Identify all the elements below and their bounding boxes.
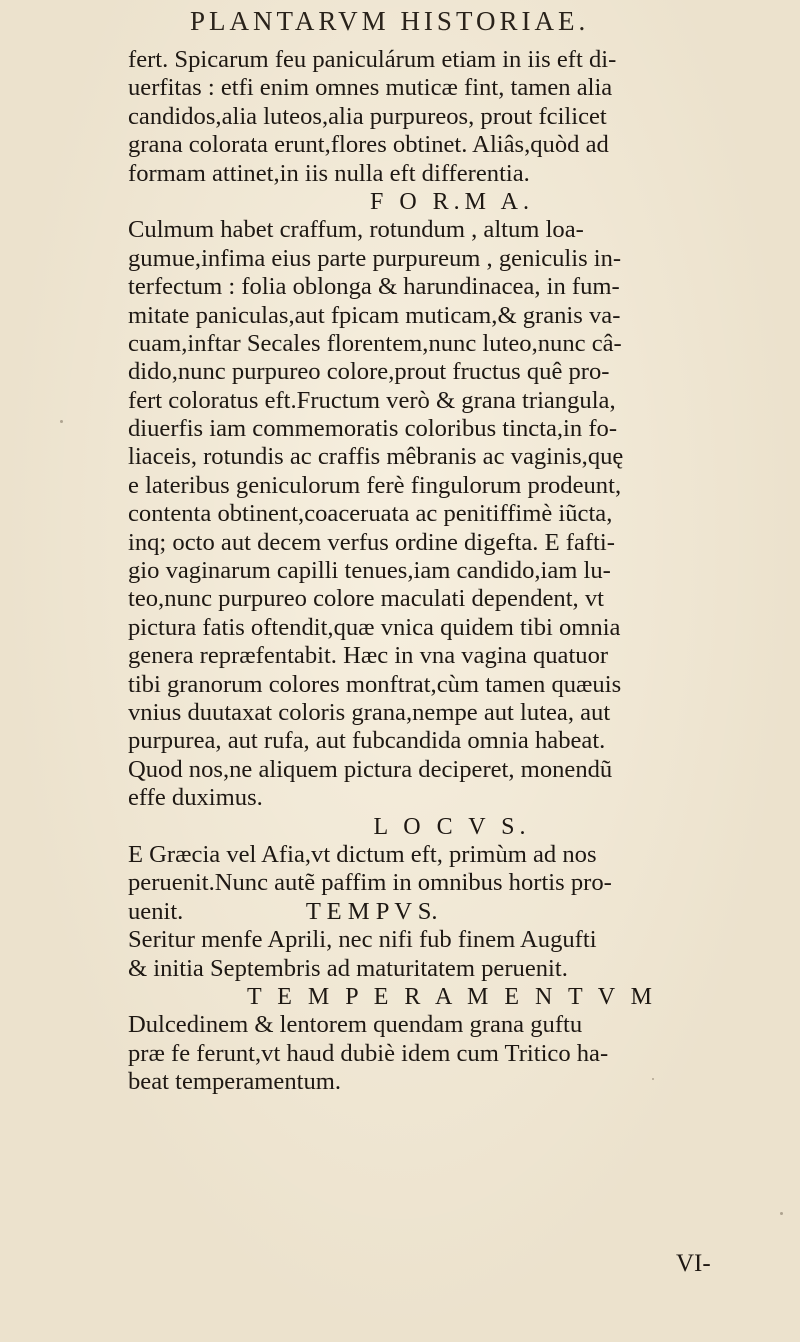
text-line: Quod nos,ne aliquem pictura deciperet, monendũ: [128, 755, 613, 783]
text-line: Seritur menfe Aprili, nec nifi fub finem Augufti: [128, 926, 597, 954]
text-line: & initia Septembris ad maturitatem peruenit.: [128, 954, 568, 982]
text-line: terfectum : folia oblonga & harundinacea, in fum-: [128, 273, 620, 301]
section-heading: T E M P E R A M E N T V M: [247, 983, 657, 1010]
text-line: grana colorata erunt,flores obtinet. Aliâs,quòd ad: [128, 131, 609, 159]
text-line: liaceis, rotundis ac craffis mêbranis ac vaginis,quę: [128, 443, 624, 471]
text-line: candidos,alia luteos,alia purpureos, prout fcilicet: [128, 102, 607, 130]
text-line: teo,nunc purpureo colore maculati dependent, vt: [128, 585, 604, 613]
text-line: pictura fatis oftendit,quæ vnica quidem tibi omnia: [128, 613, 621, 641]
text-line: gio vaginarum capilli tenues,iam candido,iam lu-: [128, 557, 611, 585]
text-line: Culmum habet craffum, rotundum , altum loa-: [128, 216, 584, 244]
text-line: cuam,inftar Secales florentem,nunc luteo,nunc câ-: [128, 329, 622, 357]
text-line: dido,nunc purpureo colore,prout fructus quê pro-: [128, 358, 610, 386]
text-line: uerfitas : etfi enim omnes muticæ fint, tamen alia: [128, 74, 613, 102]
text-line: fert. Spicarum feu paniculárum etiam in iis eft di-: [128, 46, 617, 73]
text-line: gumue,infima eius parte purpureum , geniculis in-: [128, 244, 622, 272]
text-line: beat temperamentum.: [128, 1068, 342, 1096]
text-line: uenit. T E M P V S.: [128, 897, 438, 925]
text-line: præ fe ferunt,vt haud dubiè idem cum Tritico ha-: [128, 1039, 609, 1067]
ink-speck: [60, 420, 63, 423]
text-line: mitate paniculas,aut fpicam muticam,& granis va-: [128, 301, 621, 329]
text-line: tibi granorum colores monftrat,cùm tamen quæuis: [128, 670, 622, 698]
text-line: Dulcedinem & lentorem quendam grana guftu: [128, 1011, 583, 1039]
running-head: PLANTARVM HISTORIAE.: [190, 6, 590, 36]
section-heading: L O C V S.: [373, 813, 531, 840]
ink-speck: [780, 1212, 783, 1215]
section-heading: F O R.M A.: [369, 188, 535, 215]
text-line: diuerfis iam commemoratis coloribus tincta,in fo-: [128, 415, 618, 443]
text-line: vnius duutaxat coloris grana,nempe aut lutea, aut: [128, 698, 611, 726]
text-line: purpurea, aut rufa, aut fubcandida omnia habeat.: [128, 727, 606, 755]
text-line: peruenit.Nunc autẽ paffim in omnibus hortis pro-: [128, 869, 612, 897]
text-line: effe duximus.: [128, 784, 263, 812]
text-line: e lateribus geniculorum ferè fingulorum prodeunt,: [128, 471, 622, 499]
ink-speck: [652, 1078, 654, 1080]
text-line: fert coloratus eft.Fructum verò & grana triangula,: [128, 386, 616, 414]
text-line: genera repræfentabit. Hæc in vna vagina quatuor: [128, 642, 609, 670]
text-line: formam attinet,in iis nulla eft differentia.: [128, 159, 530, 187]
body-text: [128, 46, 776, 1096]
text-line: E Græcia vel Afia,vt dictum eft, primùm ad nos: [128, 840, 597, 868]
text-line: contenta obtinent,coaceruata ac penitiffimè iũcta,: [128, 500, 613, 528]
catchword: VI-: [676, 1250, 711, 1277]
text-line: inq; octo aut decem verfus ordine digefta. E fafti-: [128, 528, 615, 556]
